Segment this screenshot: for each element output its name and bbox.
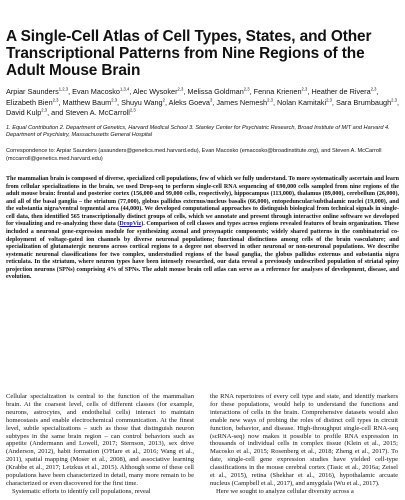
- author-list: Arpiar Saunders$^{1,2,3}$, Evan Macosko$^{1,3,4}$, Alec Wysoker$^{2,3}$, Melissa Goldman$^{2,3}$, Fenna Krienen$^{2,3}$, Heather de Rivera$^{2,3}$, Elizabeth Bien$^{2,3}$, Matthew Baum$^{2,3}$, Shuyu Wang$^2$, Aleks Goeva$^3$, James Nemesh$^{2,3}$, Nolan Kamitaki$^{2,3}$, Sara Brumbaugh$^{2,3}$, David Kulp$^{2,3}$, and Steven A. McCarroll$^{2,3}$: [6, 86, 399, 118]
- author-name: Shuyu Wang: [121, 97, 163, 107]
- author-affiliation-marker: 2,3: [370, 86, 377, 92]
- correspondence: Correspondence to: Arpiar Saunders (asaunders@genetics.med.harvard.edu), Evan Macosko (emacosko@broadinstitute.org), and Steven A. McCarroll (mccarroll@genetics.med.harvard.edu): [6, 147, 382, 162]
- body-columns: [6, 393, 399, 500]
- author-name: Sara Brumbaugh: [335, 97, 392, 107]
- paper-title: A Single-Cell Atlas of Cell Types, States, and Other Transcriptional Patterns from Nine Regions of the Adult Mouse Brain: [6, 28, 372, 79]
- author-name: David Kulp: [6, 108, 42, 118]
- author-name: Nolan Kamitaki: [277, 97, 327, 107]
- author-affiliation-marker: 2,3: [267, 97, 273, 103]
- author-affiliation-marker: 3: [210, 97, 213, 103]
- author: [187, 87, 249, 96]
- author: [6, 108, 47, 117]
- author-affiliation-marker: 2,3: [391, 97, 397, 103]
- author-affiliation-marker: 2,3: [129, 107, 136, 113]
- body-paragraph: the RNA repertoires of every cell type and state, and identify markers for these populations, would help to understand the functions and interactions of cells in the brain. Comprehensive datasets would also enable new ways of probing the roles of distinct cell types in circuit function, behavior, and disease. High-throughput single-cell RNA-seq (scRNA-seq) now makes it possible to profile RNA expression in thousands of individual cells in complex tissue (Klein et al., 2015; Macosko et al., 2015; Rosenberg et al., 2018; Zheng et al., 2017). To date, single-cell gene expression studies have yielded cell-type classifications in the mouse cerebral cortex (Tasic et al., 2016a; Zeisel et al., 2015), retina (Shekhar et al., 2016), hypothalamic arcuate nucleus (Campbell et al., 2017), and amygdala (Wu et al., 2017).: [210, 393, 398, 487]
- author-name: Melissa Goldman: [187, 87, 244, 96]
- author-name: Elizabeth Bien: [6, 97, 53, 107]
- paper-page: [6, 0, 399, 282]
- body-paragraph: Here we sought to analyze cellular diversity across a: [216, 487, 354, 495]
- author-affiliation-marker: 2,3: [52, 97, 59, 103]
- author: [6, 98, 58, 107]
- author-affiliation-marker: 2: [162, 97, 165, 103]
- author-affiliation-marker: 2,3: [41, 107, 48, 113]
- author: [65, 108, 135, 117]
- author: [311, 87, 376, 96]
- author: [216, 98, 273, 107]
- body-column-right: [210, 393, 398, 496]
- body-paragraph: Systematic efforts to identify cell populations, reveal: [12, 487, 151, 495]
- author-affiliation-marker: 2,3: [301, 86, 308, 92]
- abstract-text-before-link: The mammalian brain is composed of diverse, specialized cell populations, few of which we fully understand. To more systematically ascertain and learn from cellular specializations in the brain, we used Drop-seq to perform single-cell RNA sequencing of 690,000 cells sampled from nine regions of the adult mouse brain: frontal and posterior cortex (156,000 and 99,000 cells, respectively), hippocampus (113,000), thalamus (89,000), cerebellum (26,000), and all of the basal ganglia – the striatum (77,000), globus pallidus externus/nucleus basalis (66,000), entopeduncular/subthalamic nuclei (19,000), and the substantia nigra/ventral tegmental area (44,000). We developed computational approaches to distinguish biological from technical signals in single-cell data, then identified 565 transcriptionally distinct groups of cells, which we annotate and present through interactive online software we developed for visualizing and re-analyzing these data (: [6, 176, 399, 228]
- author-name: Aleks Goeva: [168, 97, 210, 107]
- author-affiliation-marker: 2,3: [177, 86, 184, 92]
- abstract: [6, 176, 399, 282]
- dropviz-link[interactable]: DropViz: [119, 221, 142, 228]
- author: [63, 98, 118, 107]
- author-name: Heather de Rivera: [311, 87, 371, 96]
- author: [72, 87, 129, 96]
- author-name: Fenna Krienen: [253, 87, 302, 96]
- author: [121, 98, 165, 107]
- author-affiliation-marker: 1,2,3: [58, 86, 69, 92]
- author-name: Arpiar Saunders: [6, 87, 59, 96]
- author: [336, 98, 397, 107]
- author-affiliation-marker: 2,3: [243, 86, 250, 92]
- body-paragraph: Cellular specialization is central to the function of the mammalian brain. At the coarsest level, cells of different classes (for example, neurons, astrocytes, and endothelial cells) interact to maintain homeostasis and enable electrochemical communication. At the finest level, subtle specializations – such as those that distinguish neuron subtypes in the same brain region – can control behaviors such as appetite (Andermann and Lowell, 2017; Sternson, 2013), sex drive (Anderson, 2012), habit formation (O'Hare et al., 2016; Wang et al., 2011), spatial mapping (Moser et al., 2008), and associative learning (Krabbe et al., 2017; Letzkus et al., 2015). Although some of these cell populations have been characterized in detail, many more remain to be characterized or even discovered for the first time.: [6, 393, 194, 487]
- author: [133, 87, 183, 96]
- author-name: James Nemesh: [216, 97, 268, 107]
- author-name: Steven A. McCarroll: [65, 108, 130, 118]
- author-affiliation-marker: 2,3: [326, 97, 332, 103]
- author-affiliation-marker: 1,3,4: [119, 86, 130, 92]
- author: [6, 87, 68, 96]
- author: [169, 98, 213, 107]
- author-name: Alec Wysoker: [132, 87, 178, 96]
- affiliations: 1. Equal Contribution 2. Department of Genetics, Harvard Medical School 3. Stanley Center for Psychiatric Research, Broad Institute of MIT and Harvard 4. Department of Psychiatry, Massachusetts General Hospital: [6, 124, 390, 139]
- body-column-left: [6, 393, 194, 496]
- author: [277, 98, 332, 107]
- author: [254, 87, 308, 96]
- abstract-text-after-link: ). Comparison of cell classes and types across regions revealed features of brain organization. These included a neuronal gene-expression module for synthesizing axonal and presynaptic components; widely shared patterns in the combinatorial co-deployment of voltage-gated ion channels by diverse neuronal populations; functional distinctions among cells of the brain vasculature; and specialization of glutamatergic neurons across cortical regions to a degree not observed in other neuronal or non-neuronal populations. We describe systematic neuronal classifications for two complex, understudied regions of the basal ganglia, the globus pallidus externus and substantia nigra reticulata. In the striatum, where neuron types have been intensely researched, our data reveal a previously undescribed population of striatal spiny projection neurons (SPNs) comprising 4% of SPNs. The adult mouse brain cell atlas can serve as a reference for analyses of development, disease, and evolution.: [6, 221, 400, 281]
- author-name: Evan Macosko: [72, 87, 120, 96]
- author-name: Matthew Baum: [62, 97, 112, 107]
- author-affiliation-marker: 2,3: [111, 97, 118, 103]
